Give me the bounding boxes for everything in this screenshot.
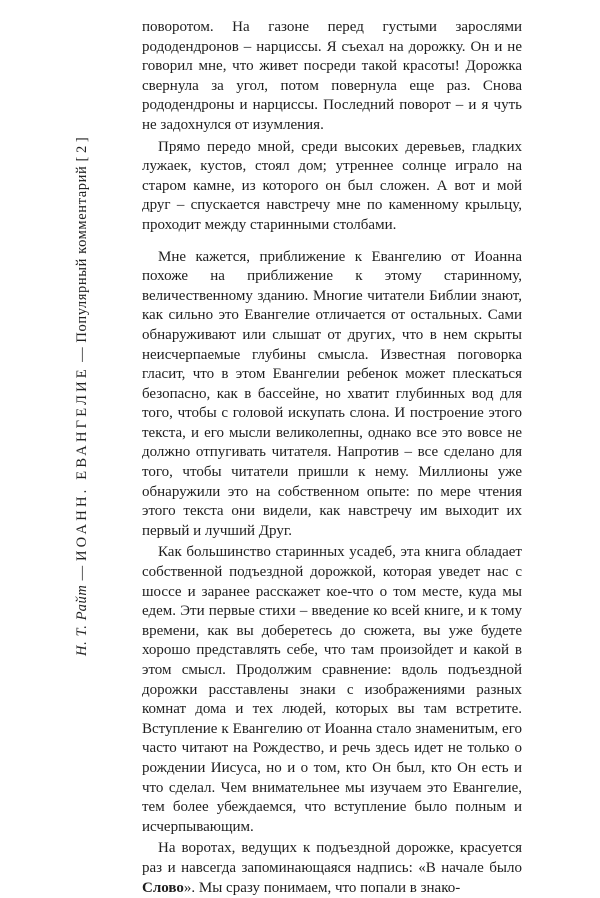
page-number-marker: [ 2 ]	[74, 137, 90, 162]
page-number: 2	[74, 145, 90, 153]
book-subtitle: Популярный комментарий	[74, 165, 90, 343]
running-header	[52, 6, 112, 656]
paragraph: поворотом. На газоне перед густыми зарослями рододендронов – нарциссы. Я съехал на дорожку. Он и не говорил мне, что живет посреди такой красоты! Дорожка свернула за угол, потом повернула еще раз. Снова рододендроны и нарциссы. Последний поворот – и я чуть не задохнулся от изумления.	[142, 19, 522, 133]
paragraph-last: На воротах, ведущих к подъездной дорожке, красуется раз и навсегда запоминающаяся надпись: «В начале было Слово». Мы сразу понимаем, что попали в знако-	[142, 840, 522, 896]
book-author: Н. Т. Райт	[74, 584, 90, 656]
paragraph: Мне кажется, приближение к Евангелию от Иоанна похоже на приближение к этому старинному, величественному зданию. Многие читатели Библии знают, как сильно это Евангелие отличается от остальных. Сами обнаруживают или слышат от других, что в нем скрыты неисчерпаемые глубины смысла. Известная поговорка гласит, что в этом Евангелии ребенок может плескаться безопасно, как в бассейне, но хватит глубинных вод для того, чтобы с головой искупать слона. И построение этого текста, и его мысли великолепны, однако все это вовсе не должно отпугивать читателя. Напротив – все сделано для того, чтобы читатели пришли к нему. Миллионы уже обнаружили это на собственном опыте: по мере чтения этого текста они видели, как навстречу им выходит их первый и лучший Друг.	[142, 248, 522, 539]
book-title: ИОАНН. ЕВАНГЕЛИЕ	[74, 366, 90, 562]
emphasized-word: Слово	[142, 879, 184, 896]
body-text	[142, 18, 522, 898]
paragraph: Прямо передо мной, среди высоких деревьев, гладких лужаек, кустов, стоял дом; утреннее солнце играло на старом камне, из которого он был сложен. А вот и мой друг – спускается навстречу мне по каменному крыльцу, проходит между старинными столбами.	[142, 138, 522, 233]
paragraph: Как большинство старинных усадеб, эта книга обладает собственной подъездной дорожкой, которая уведет нас с шоссе и заранее расскажет кое-что о том месте, куда мы едем. Эти первые стихи – введение ко всей книге, и к тому времени, как вы доберетесь до сюжета, вы уже будете хорошо представлять себе, что там произойдет и какой в этом смысл. Продолжим сравнение: вдоль подъездной дорожки расставлены знаки с изображениями разных комнат дома и тех людей, которых вы там встретите. Вступление к Евангелию от Иоанна стало знаменитым, его часто читают на Рождество, и речь здесь идет не только о рождении Иисуса, но и о том, кто Он был, кто Он есть и что сделал. Чем внимательнее мы изучаем это Евангелие, тем более убеждаемся, что вступление было полным и исчерпывающим.	[142, 544, 522, 835]
running-header-text	[72, 6, 92, 656]
header-dash: —	[74, 346, 90, 362]
header-dash: —	[74, 565, 90, 581]
